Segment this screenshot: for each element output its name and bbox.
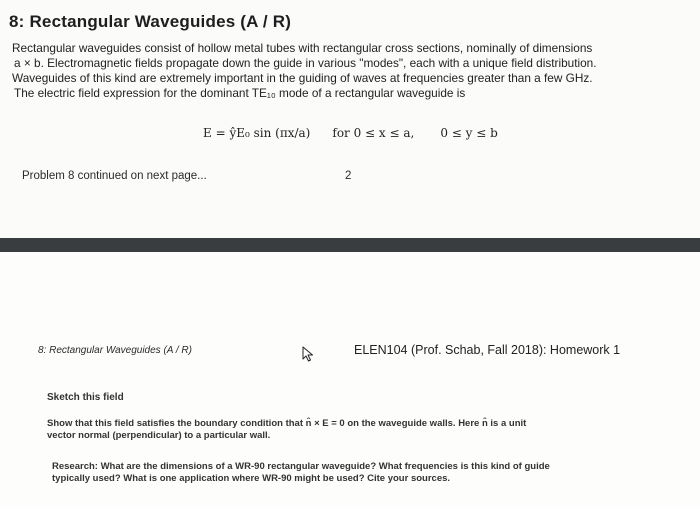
paragraph-line: a × b. Electromagnetic fields propagate down the guide in various "modes", each with a unique field distribution.	[14, 56, 597, 70]
document-page-top	[0, 0, 700, 238]
task-line: Show that this field satisfies the boundary condition that n̂ × E = 0 on the waveguide walls. Here n̂ is a unit	[47, 418, 527, 429]
continued-note: Problem 8 continued on next page...	[22, 170, 207, 182]
equation-condition-y: 0 ≤ y ≤ b	[440, 126, 498, 140]
task-line: vector normal (perpendicular) to a particular wall.	[47, 430, 271, 441]
mouse-pointer-icon	[301, 346, 315, 362]
field-equation	[203, 122, 498, 144]
research-task	[52, 461, 672, 485]
equation-condition-x: for 0 ≤ x ≤ a,	[332, 126, 415, 140]
paragraph-line: Rectangular waveguides consist of hollow metal tubes with rectangular cross sections, nominally of dimensions	[12, 41, 593, 55]
equation-expression: E = ŷE₀ sin (πx/a)	[203, 126, 311, 140]
problem-title: 8: Rectangular Waveguides (A / R)	[9, 12, 292, 31]
paragraph-line: The electric field expression for the dominant TE₁₀ mode of a rectangular waveguide is	[14, 86, 466, 100]
page-separator	[0, 238, 700, 252]
intro-paragraph	[12, 41, 692, 101]
paragraph-line: Waveguides of this kind are extremely important in the guiding of waves at frequencies greater than a few GHz.	[12, 71, 593, 85]
running-header-left: 8: Rectangular Waveguides (A / R)	[38, 345, 192, 356]
page-number: 2	[345, 170, 352, 182]
boundary-condition-task	[47, 418, 667, 442]
running-header-right: ELEN104 (Prof. Schab, Fall 2018): Homework 1	[354, 343, 621, 357]
task-line: Research: What are the dimensions of a WR-90 rectangular waveguide? What frequencies is this kind of guide	[52, 461, 550, 472]
sketch-task: Sketch this field	[47, 392, 124, 403]
task-line: typically used? What is one application where WR-90 might be used? Cite your sources.	[52, 473, 451, 484]
